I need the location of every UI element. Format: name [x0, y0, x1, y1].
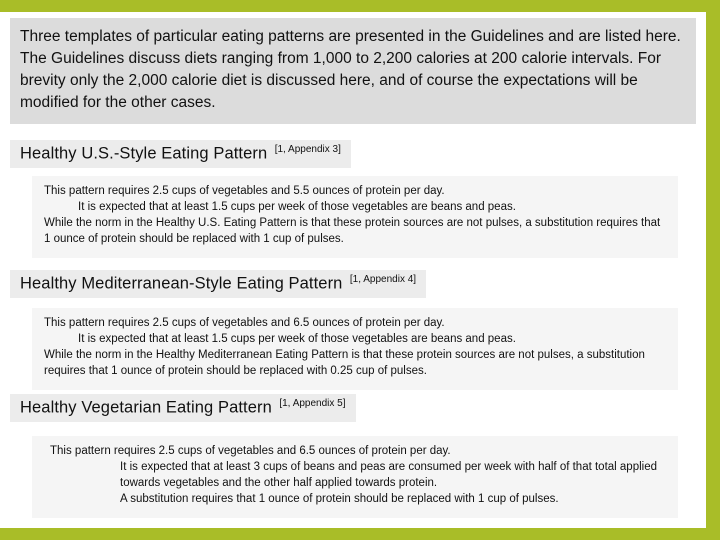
body-line: It is expected that at least 3 cups of beans and peas are consumed per week with half of that total applied towards vegetables and the other half applied towards protein.	[120, 461, 658, 490]
section-header	[10, 270, 426, 298]
section-title: Healthy Mediterranean-Style Eating Pattern	[20, 274, 343, 293]
section-healthy-mediterranean-style	[0, 270, 706, 390]
section-header	[10, 140, 351, 168]
body-line: While the norm in the Healthy U.S. Eating Pattern is that these protein sources are not pulses, a substitution requires that 1 ounce of protein should be replaced with 1 cup of pulses.	[44, 217, 661, 245]
body-line: This pattern requires 2.5 cups of vegetables and 6.5 ounces of protein per day.	[50, 445, 451, 458]
body-line: This pattern requires 2.5 cups of vegetables and 5.5 ounces of protein per day.	[44, 185, 445, 198]
section-body	[32, 176, 678, 257]
section-reference: [1, Appendix 5]	[279, 398, 346, 409]
slide-content	[0, 12, 706, 528]
intro-line-2: The Guidelines discuss diets ranging from 1,000 to 2,200 calories at 200 calorie intervals. For brevity only the 2,000 calorie diet is discussed here, and of course the expectations will be modified for the other cases.	[20, 50, 662, 111]
section-body	[32, 436, 678, 517]
intro-line-1: Three templates of particular eating patterns are presented in the Guidelines and are listed here.	[20, 28, 681, 45]
intro-text-box	[10, 18, 696, 124]
section-title: Healthy Vegetarian Eating Pattern	[20, 398, 272, 417]
section-reference: [1, Appendix 4]	[349, 274, 417, 285]
section-healthy-vegetarian	[0, 394, 706, 518]
section-title: Healthy U.S.-Style Eating Pattern	[20, 144, 268, 163]
section-reference: [1, Appendix 3]	[274, 144, 341, 155]
body-line: It is expected that at least 1.5 cups per week of those vegetables are beans and peas.	[78, 333, 516, 346]
body-line: While the norm in the Healthy Mediterranean Eating Pattern is that these protein sources are not pulses, a substitution requires that 1 ounce of protein should be replaced with 0.25 cup of pulses.	[44, 349, 645, 377]
body-line: It is expected that at least 1.5 cups per week of those vegetables are beans and peas.	[78, 201, 516, 214]
section-healthy-us-style	[0, 140, 706, 258]
section-header	[10, 394, 356, 422]
body-line: This pattern requires 2.5 cups of vegetables and 6.5 ounces of protein per day.	[44, 317, 445, 330]
body-line: A substitution requires that 1 ounce of protein should be replaced with 1 cup of pulses.	[120, 492, 559, 505]
section-body	[32, 308, 678, 389]
